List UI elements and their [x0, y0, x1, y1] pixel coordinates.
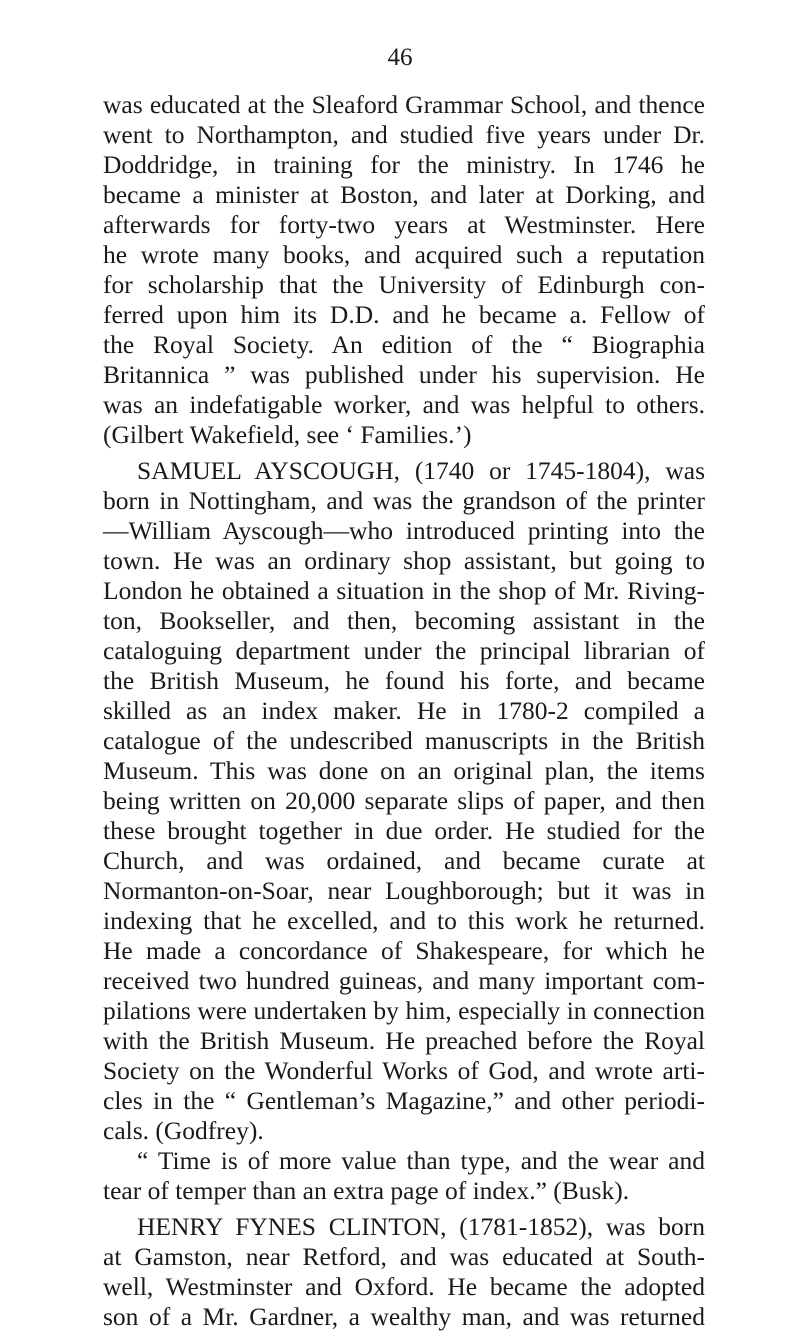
text-line: at Gamston, near Retford, and was educated at South-	[103, 1242, 705, 1271]
text-line: for scholarship that the University of Edinburgh con-	[103, 270, 705, 299]
text-line: town. He was an ordinary shop assistant, but going to	[103, 546, 705, 575]
text-line: indexing that he excelled, and to this work he returned.	[103, 906, 705, 935]
text-line: well, Westminster and Oxford. He became the adopted	[103, 1272, 705, 1301]
text-line: ton, Bookseller, and then, becoming assistant in the	[103, 606, 705, 635]
text-line: —William Ayscough—who introduced printing into the	[103, 516, 705, 545]
text-line: Normanton-on-Soar, near Loughborough; but it was in	[103, 876, 705, 905]
text-line: the British Museum, he found his forte, and became	[103, 666, 705, 695]
text-line: cataloguing department under the principal librarian of	[103, 636, 705, 665]
text-line: was an indefatigable worker, and was helpful to others.	[103, 390, 705, 419]
text-line: the Royal Society. An edition of the “ Biographia	[103, 330, 705, 359]
text-line: Doddridge, in training for the ministry. In 1746 he	[103, 150, 705, 179]
text-line: was educated at the Sleaford Grammar School, and thence	[103, 90, 705, 119]
text-line: received two hundred guineas, and many important com-	[103, 966, 705, 995]
entry-samuel-ayscough	[103, 456, 705, 1146]
quotation-busk	[103, 1146, 705, 1206]
quote-line: tear of temper than an extra page of index.” (Busk).	[103, 1176, 630, 1205]
text-line: cals. (Godfrey).	[103, 1116, 264, 1145]
text-line: went to Northampton, and studied five years under Dr.	[103, 120, 705, 149]
text-line: pilations were undertaken by him, especially in connection	[103, 996, 705, 1025]
text-line: afterwards for forty-two years at Westminster. Here	[103, 210, 705, 239]
text-line: (Gilbert Wakefield, see ‘ Families.’)	[103, 420, 472, 449]
paragraph-wakefield-continuation	[103, 90, 705, 450]
text-line: son of a Mr. Gardner, a wealthy man, and was returned	[103, 1302, 705, 1331]
text-line: Museum. This was done on an original plan, the items	[103, 756, 705, 785]
entry-heading-line: SAMUEL AYSCOUGH, (1740 or 1745-1804), was	[137, 456, 705, 485]
text-line: ferred upon him its D.D. and he became a. Fellow of	[103, 300, 705, 329]
entry-henry-fynes-clinton	[103, 1212, 705, 1332]
quote-line: “ Time is of more value than type, and the wear and	[137, 1146, 705, 1175]
text-line: Britannica ” was published under his supervision. He	[103, 360, 705, 389]
entry-heading-line: HENRY FYNES CLINTON, (1781-1852), was born	[137, 1212, 705, 1241]
text-line: became a minister at Boston, and later at Dorking, and	[103, 180, 705, 209]
text-line: being written on 20,000 separate slips of paper, and then	[103, 786, 705, 815]
text-line: London he obtained a situation in the shop of Mr. Riving-	[103, 576, 705, 605]
text-line: with the British Museum. He preached before the Royal	[103, 1026, 705, 1055]
text-line: skilled as an index maker. He in 1780-2 compiled a	[103, 696, 705, 725]
text-line: he wrote many books, and acquired such a reputation	[103, 240, 705, 269]
text-line: Church, and was ordained, and became curate at	[103, 846, 705, 875]
page-number: 46	[387, 44, 413, 71]
text-line: cles in the “ Gentleman’s Magazine,” and other periodi-	[103, 1086, 705, 1115]
text-line: these brought together in due order. He studied for the	[103, 816, 705, 845]
text-line: Society on the Wonderful Works of God, and wrote arti-	[103, 1056, 705, 1085]
body-text	[103, 90, 705, 1332]
text-line: catalogue of the undescribed manuscripts in the British	[103, 726, 705, 755]
text-line: He made a concordance of Shakespeare, for which he	[103, 936, 705, 965]
text-line: born in Nottingham, and was the grandson of the printer	[103, 486, 705, 515]
